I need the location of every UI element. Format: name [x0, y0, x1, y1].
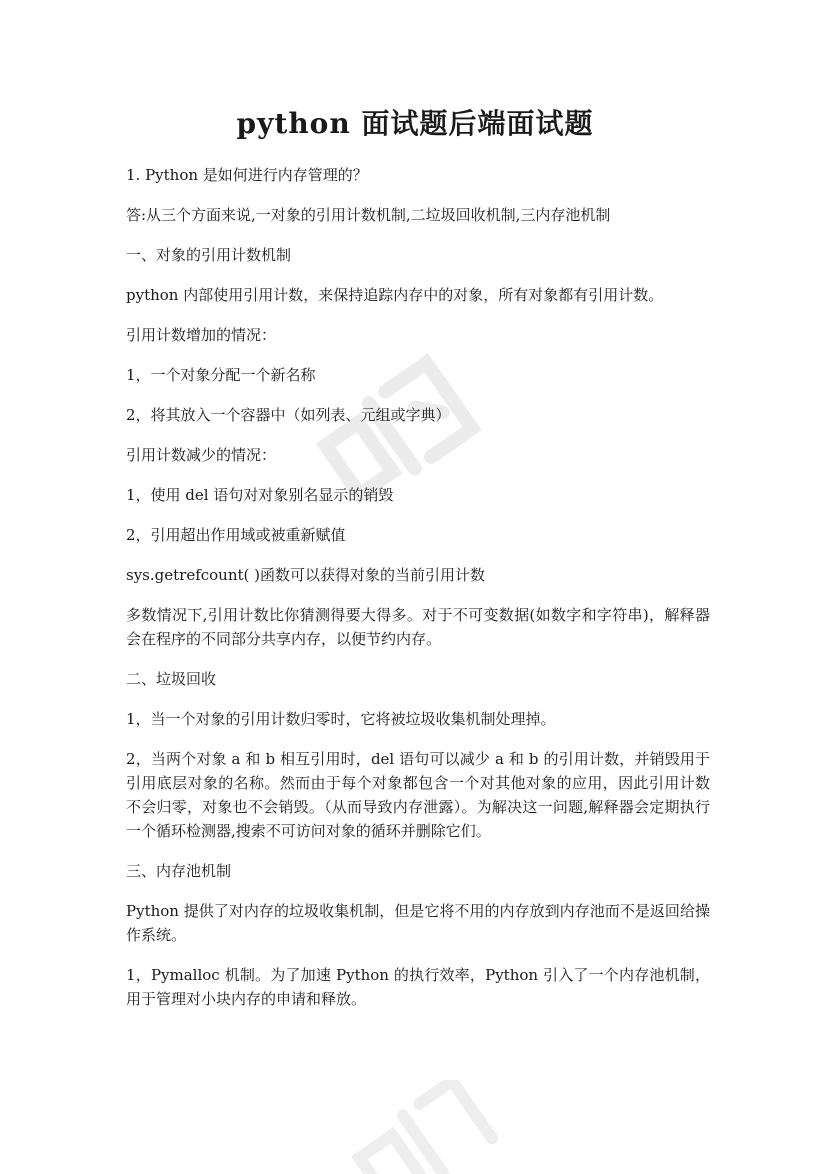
- page-title: python 面试题后端面试题: [236, 107, 594, 140]
- list-item: 2，当两个对象 a 和 b 相互引用时，del 语句可以减少 a 和 b 的引用计数，并销毁用于引用底层对象的名称。然而由于每个对象都包含一个对其他对象的应用，因此引用计数不会归零，对象也不会销毁。（从而导致内存泄露）。为解决这一问题,解释器会定期执行一个循环检测器,搜索不可访问对象的循环并删除它们。: [126, 750, 710, 840]
- paragraph: 引用计数减少的情况：: [126, 446, 277, 464]
- list-item: 1，Pymalloc 机制。为了加速 Python 的执行效率，Python 引入了一个内存池机制，用于管理对小块内存的申请和释放。: [126, 966, 710, 1008]
- paragraph: 多数情况下,引用计数比你猜测得要大得多。对于不可变数据(如数字和字符串)，解释器会在程序的不同部分共享内存，以便节约内存。: [126, 606, 710, 648]
- paragraph: sys.getrefcount( )函数可以获得对象的当前引用计数: [126, 566, 485, 584]
- paragraph: Python 提供了对内存的垃圾收集机制，但是它将不用的内存放到内存池而不是返回给操作系统。: [126, 902, 710, 944]
- question-heading: 1. Python 是如何进行内存管理的？: [126, 166, 368, 184]
- paragraph: 引用计数增加的情况：: [126, 326, 277, 344]
- document-body: [126, 163, 710, 1027]
- section-heading-mempool: 三、内存池机制: [126, 862, 232, 880]
- answer-summary: 答:从三个方面来说,一对象的引用计数机制,二垃圾回收机制,三内存池机制: [126, 206, 611, 224]
- watermark-graphic-lower: [340, 1080, 500, 1174]
- section-heading-gc: 二、垃圾回收: [126, 670, 217, 688]
- section-heading-refcount: 一、对象的引用计数机制: [126, 246, 292, 264]
- list-item: 2，引用超出作用域或被重新赋值: [126, 526, 346, 544]
- paragraph: python 内部使用引用计数，来保持追踪内存中的对象，所有对象都有引用计数。: [126, 286, 664, 304]
- list-item: 1，一个对象分配一个新名称: [126, 366, 316, 384]
- list-item: 2，将其放入一个容器中（如列表、元组或字典）: [126, 406, 451, 424]
- list-item: 1，使用 del 语句对对象别名显示的销毁: [126, 486, 394, 504]
- list-item: 1，当一个对象的引用计数归零时，它将被垃圾收集机制处理掉。: [126, 710, 556, 728]
